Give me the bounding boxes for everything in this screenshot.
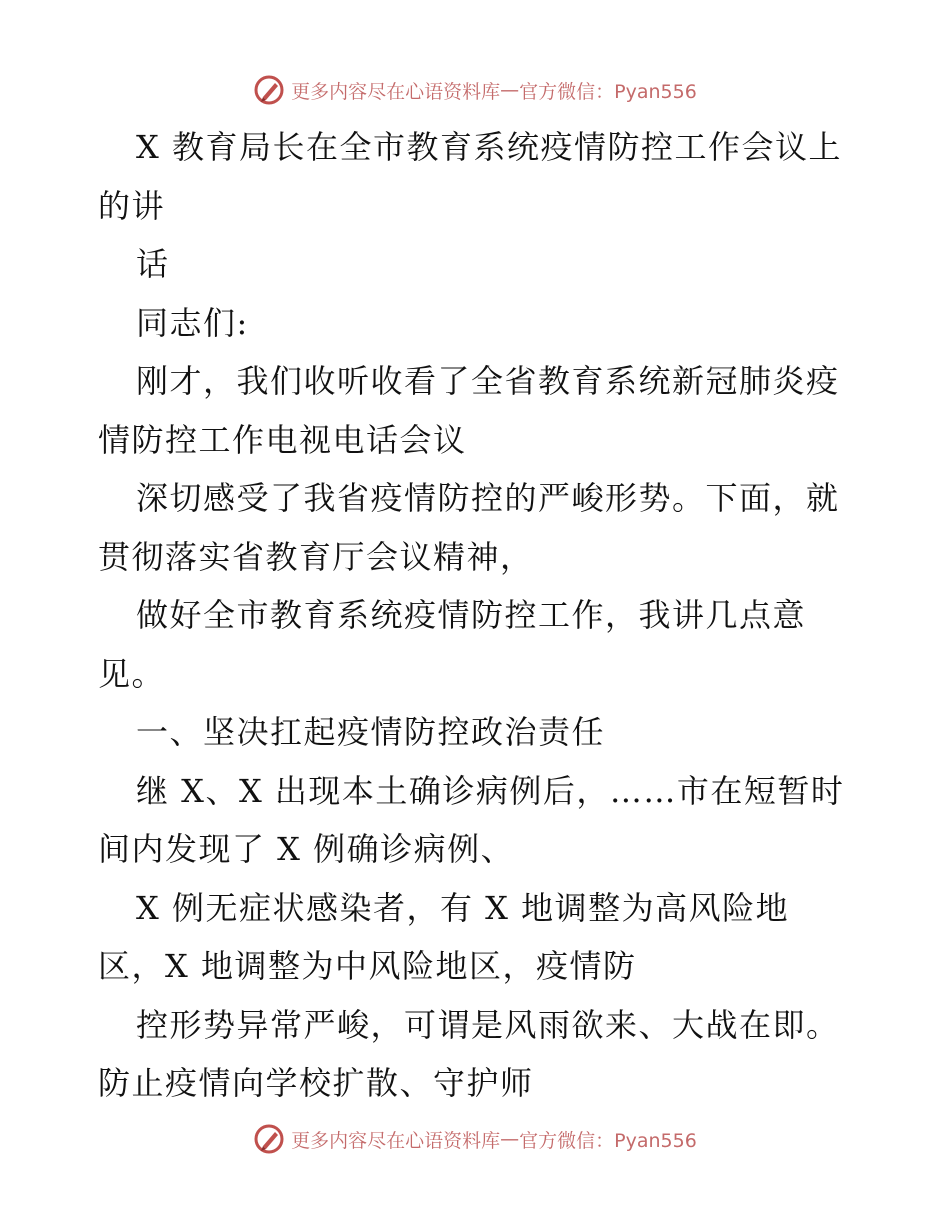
doc-line: 同志们: (136, 303, 249, 342)
document-body (98, 118, 858, 1113)
doc-line: 话 (136, 245, 170, 283)
doc-line: 继 X、X 出现本土确诊病例后，……市在短暂时 (136, 771, 845, 810)
doc-line: X 例无症状感染者，有 X 地调整为高风险地 (136, 888, 790, 927)
watermark-banner-bottom (0, 1119, 950, 1159)
watermark-main-text: 更多内容尽在心语资料库 (291, 80, 501, 103)
doc-line: 间内发现了 X 例确诊病例、 (98, 830, 515, 868)
doc-line: 刚才，我们收听收看了全省教育系统新冠肺炎疫 (136, 362, 840, 400)
doc-line: X 教育局长在全市教育系统疫情防控工作会议上 (136, 128, 842, 166)
logo-pen-circle-icon (253, 1123, 285, 1155)
watermark-wechat-text: 官方微信：Pyan556 (519, 1129, 697, 1152)
doc-line: 一、坚决扛起疫情防控政治责任 (136, 713, 606, 751)
watermark-main-text: 更多内容尽在心语资料库 (291, 1129, 501, 1152)
watermark-wechat-text: 官方微信：Pyan556 (519, 80, 697, 103)
logo-pen-circle-icon (253, 74, 285, 106)
doc-line: 控形势异常严峻，可谓是风雨欲来、大战在即。 (136, 1005, 840, 1044)
doc-line: 做好全市教育系统疫情防控工作，我讲几点意 (136, 596, 807, 634)
doc-line: 贯彻落实省教育厅会议精神， (98, 537, 534, 576)
doc-line: 的讲 (98, 186, 166, 225)
watermark-separator: — (500, 79, 520, 101)
watermark-separator: — (500, 1128, 520, 1150)
doc-line: 情防控工作电视电话会议 (98, 420, 467, 459)
doc-line: 区，X 地调整为中风险地区，疫情防 (98, 947, 637, 985)
doc-line: 见。 (98, 654, 166, 693)
doc-line: 深切感受了我省疫情防控的严峻形势。下面，就 (136, 479, 840, 517)
doc-line: 防止疫情向学校扩散、守护师 (98, 1064, 534, 1102)
watermark-banner-top (0, 70, 950, 110)
